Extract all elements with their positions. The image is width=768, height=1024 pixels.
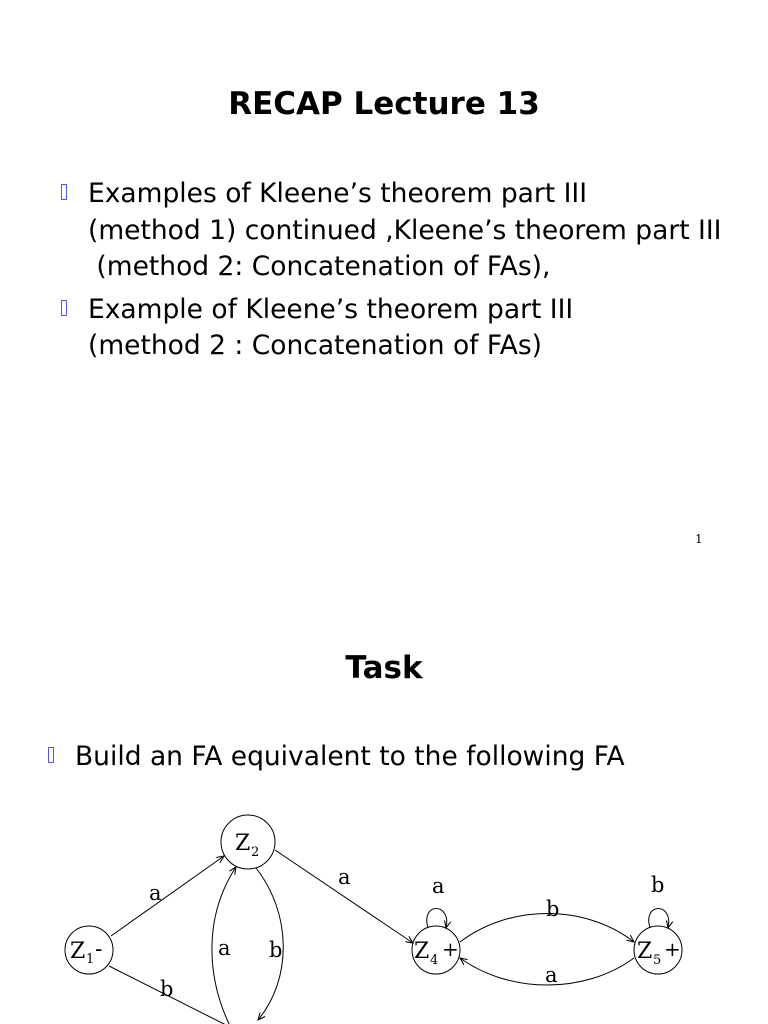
state-z4-final-mark: + [442,937,459,961]
bullet-line: (method 2: Concatenation of FAs), [88,251,551,282]
slide-1-bullet-list [88,176,722,365]
slide-1-title: RECAP Lecture 13 [228,86,540,122]
state-z4-subscript: 4 [430,953,439,968]
bullet-line: (method 1) continued ,Kleene’s theorem part III [88,214,722,246]
edge-label: a [149,881,162,905]
edge-label: b [160,977,174,1001]
edge-label: b [546,897,560,921]
slide-2-bullet-list [75,739,625,776]
page-number: 1 [695,532,703,546]
bullet-icon [61,300,67,316]
edge-label: b [651,873,665,897]
edge-label: a [218,936,231,960]
state-z1-start-mark: - [95,937,103,962]
state-z5 [634,926,682,974]
slide-2 [0,576,768,1024]
state-z5-label: Z [637,939,653,964]
state-z2-label: Z [235,831,251,856]
edge-label: a [338,865,351,889]
state-z2-subscript: 2 [251,845,260,860]
bullet-line: Examples of Kleene’s theorem part III [88,178,588,209]
state-z2 [221,815,275,869]
bullet-item [88,292,722,365]
bullet-item [75,739,625,776]
edge-z1-z2 [111,856,224,936]
loop-z5 [649,909,669,929]
state-z1-label: Z [70,939,86,964]
bullet-line: Example of Kleene’s theorem part III [88,293,574,325]
bullet-line: (method 2 : Concatenation of FAs) [88,330,543,361]
bullet-icon [61,184,67,200]
bullet-line: Build an FA equivalent to the following FA [75,741,625,772]
slide-2-title: Task [345,650,423,686]
state-z1 [65,926,113,974]
loop-z4 [427,909,447,929]
edge-z2-z4 [275,850,413,943]
state-z1-subscript: 1 [86,952,95,967]
edge-label: a [545,963,558,987]
state-z5-subscript: 5 [653,953,662,968]
bullet-item [88,176,722,286]
state-z5-final-mark: + [664,937,681,961]
state-z4 [412,926,460,974]
edge-label: b [269,938,283,962]
edge-label: a [432,874,445,898]
bullet-icon [48,747,54,763]
fa-diagram [0,804,768,1024]
state-z4-label: Z [414,939,430,964]
